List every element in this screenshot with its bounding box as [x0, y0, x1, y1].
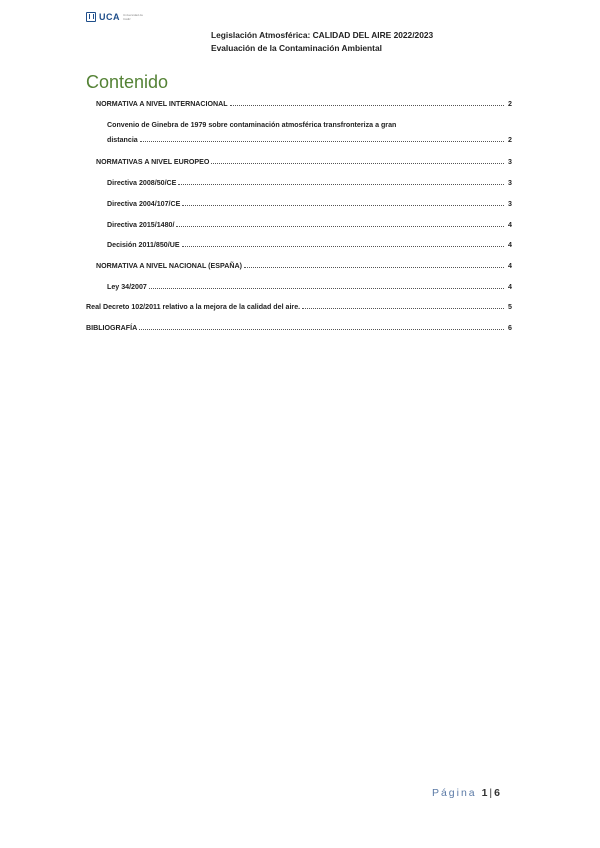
toc-entry-page: 4	[508, 241, 512, 249]
toc-entry-label: Convenio de Ginebra de 1979 sobre contaminación atmosférica transfronteriza a gran	[107, 121, 397, 129]
toc-entry-label: BIBLIOGRAFÍA	[86, 324, 138, 332]
toc-leader-dots	[211, 163, 504, 164]
toc-leader-dots	[178, 184, 504, 185]
toc-entry[interactable]	[86, 303, 512, 311]
toc-leader-dots	[230, 105, 504, 106]
toc-entry[interactable]	[107, 179, 512, 187]
toc-entry-label: Directiva 2004/107/CE	[107, 200, 181, 208]
toc-entry-continuation	[107, 136, 512, 144]
toc-entry-page: 6	[508, 324, 512, 332]
toc-leader-dots	[140, 141, 504, 142]
logo-subtitle: Universidad de Cádiz	[123, 13, 144, 21]
toc-entry[interactable]	[107, 283, 512, 291]
logo-text: UCA	[99, 12, 120, 22]
toc-entry[interactable]	[107, 221, 512, 229]
toc-entry-label: NORMATIVA A NIVEL INTERNACIONAL	[96, 100, 228, 108]
footer-current-page: 1	[481, 787, 488, 799]
toc-entry[interactable]	[107, 241, 512, 249]
uca-crest-icon	[86, 12, 96, 22]
toc-entry-page: 2	[508, 136, 512, 144]
header-line-1: Legislación Atmosférica: CALIDAD DEL AIRE 2022/2023	[211, 30, 434, 40]
footer-page-word: Página	[431, 787, 477, 799]
toc-leader-dots	[149, 288, 504, 289]
toc-entry-page: 4	[508, 283, 512, 291]
uca-logo	[86, 10, 143, 24]
toc-entry[interactable]	[107, 121, 512, 144]
toc-entry-page: 3	[508, 200, 512, 208]
toc-entry-page: 5	[508, 303, 512, 311]
toc-entry-page: 2	[508, 100, 512, 108]
page-footer	[432, 787, 500, 799]
toc-entry[interactable]	[96, 158, 512, 166]
footer-separator: |	[489, 787, 493, 799]
toc-entry-label: Directiva 2015/1480/	[107, 221, 175, 229]
toc-leader-dots	[182, 205, 504, 206]
toc-entry[interactable]	[86, 324, 512, 332]
toc-entry-label: Ley 34/2007	[107, 283, 147, 291]
toc-leader-dots	[139, 329, 504, 330]
toc-entry-page: 3	[508, 158, 512, 166]
header-line-2: Evaluación de la Contaminación Ambiental	[211, 43, 382, 53]
toc-entry-page: 4	[508, 262, 512, 270]
toc-entry-label: NORMATIVAS A NIVEL EUROPEO	[96, 158, 210, 166]
footer-total-pages: 6	[494, 787, 500, 799]
toc-entry-label: distancia	[107, 136, 138, 144]
toc-leader-dots	[182, 246, 504, 247]
toc-entry-page: 4	[508, 221, 512, 229]
toc-leader-dots	[302, 308, 504, 309]
toc-leader-dots	[176, 226, 504, 227]
toc-leader-dots	[244, 267, 504, 268]
toc-entry[interactable]	[96, 100, 512, 108]
toc-entry-page: 3	[508, 179, 512, 187]
page-header	[211, 29, 433, 55]
toc-entry-label: Decisión 2011/850/UE	[107, 241, 180, 249]
toc-entry-label: NORMATIVA A NIVEL NACIONAL (ESPAÑA)	[96, 262, 242, 270]
toc-title: Contenido	[86, 72, 169, 92]
toc-entry-label: Directiva 2008/50/CE	[107, 179, 177, 187]
toc-entry[interactable]	[96, 262, 512, 270]
toc-entry[interactable]	[107, 200, 512, 208]
toc-entry-label: Real Decreto 102/2011 relativo a la mejora de la calidad del aire.	[86, 303, 301, 311]
